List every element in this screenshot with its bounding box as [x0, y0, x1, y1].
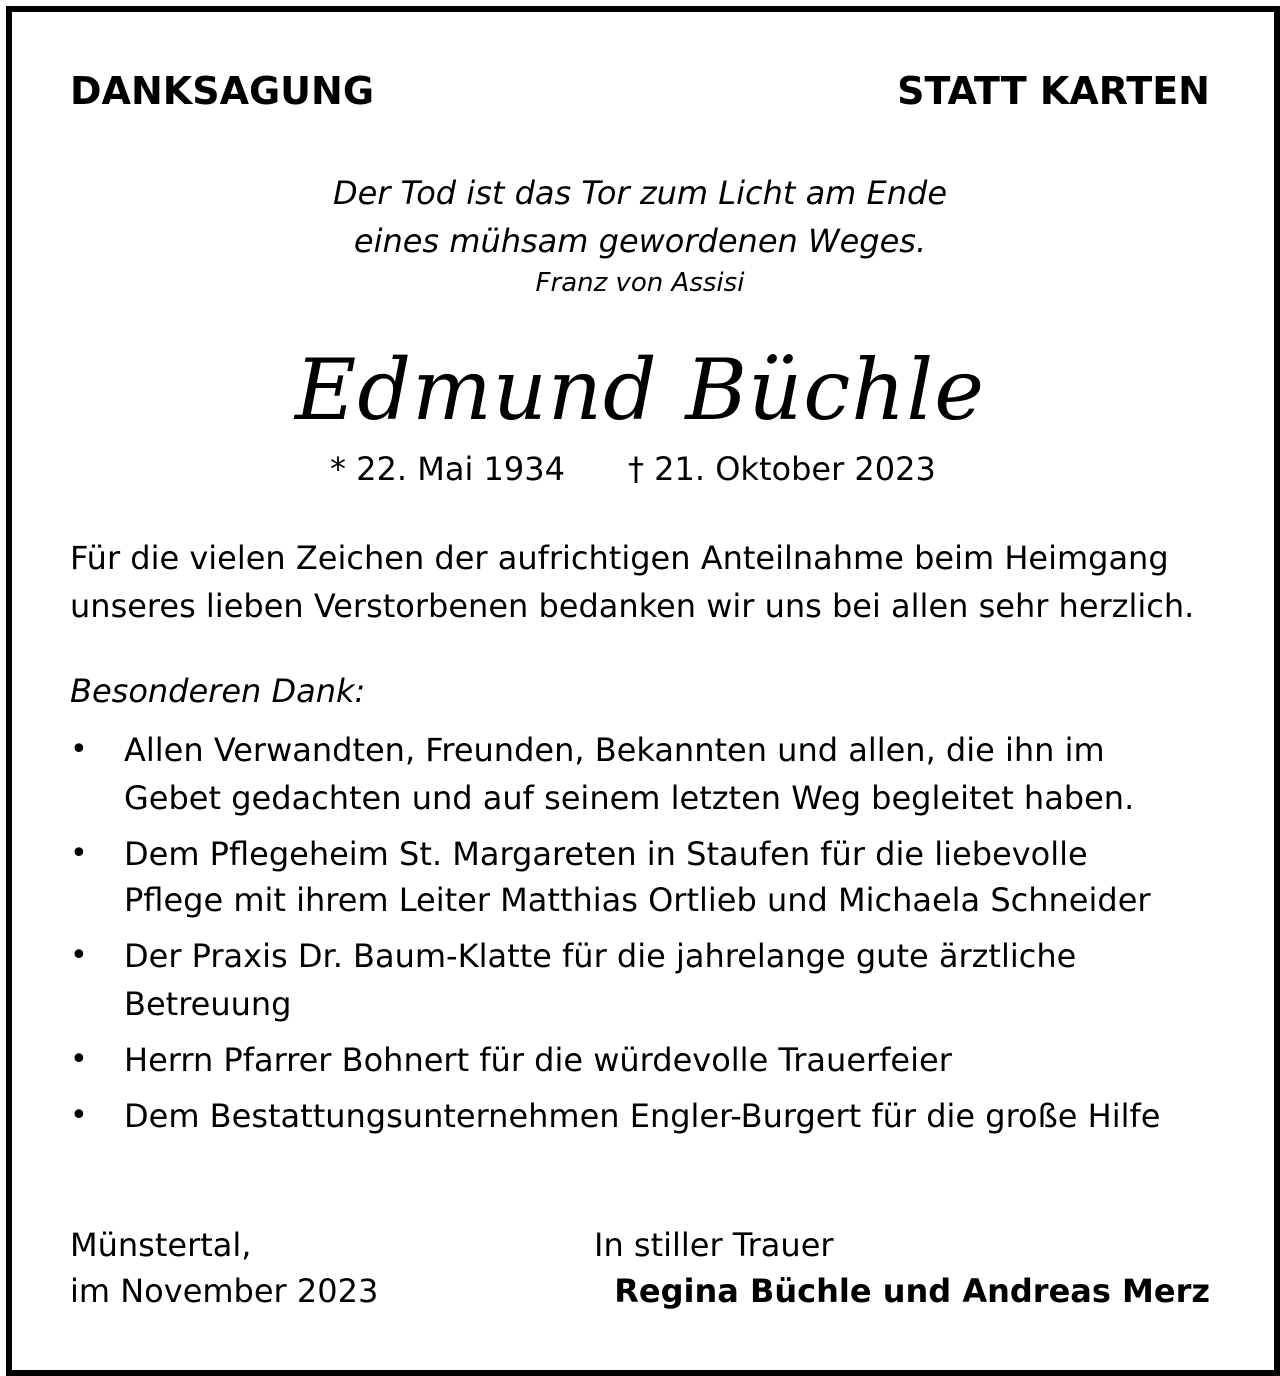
special-thanks-heading: Besonderen Dank:: [70, 672, 366, 710]
thanks-item-5-line-1: Dem Bestattungsunternehmen Engler-Burgert für die große Hilfe: [124, 1097, 1161, 1135]
intro-line-1: Für die vielen Zeichen der aufrichtigen Anteilnahme beim Heimgang: [70, 539, 1169, 577]
quote-author: Franz von Assisi: [535, 268, 745, 298]
quote-line-1: Der Tod ist das Tor zum Licht am Ende: [332, 174, 948, 212]
bullet-icon: •: [70, 1042, 88, 1077]
header-statt-karten: STATT KARTEN: [897, 69, 1210, 113]
thanks-item-4-line-1: Herrn Pfarrer Bohnert für die würdevolle Trauerfeier: [124, 1041, 952, 1079]
intro-line-2: unseres lieben Verstorbenen bedanken wir uns bei allen sehr herzlich.: [70, 587, 1195, 625]
death-date: † 21. Oktober 2023: [628, 450, 936, 488]
thanks-item-3-line-2: Betreuung: [124, 985, 292, 1023]
footer-mourning: In stiller Trauer: [594, 1226, 834, 1264]
thanks-item-3-line-1: Der Praxis Dr. Baum-Klatte für die jahrelange gute ärztliche: [124, 937, 1077, 975]
thanks-item-2-line-1: Dem Pflegeheim St. Margareten in Staufen für die liebevolle: [124, 835, 1088, 873]
header-danksagung: DANKSAGUNG: [70, 69, 375, 113]
footer-date: im November 2023: [70, 1272, 379, 1310]
bullet-icon: •: [70, 836, 88, 871]
footer-signatories: Regina Büchle und Andreas Merz: [614, 1272, 1210, 1310]
bullet-icon: •: [70, 1098, 88, 1133]
thanks-item-1-line-2: Gebet gedachten und auf seinem letzten Weg begleitet haben.: [124, 779, 1135, 817]
bullet-icon: •: [70, 938, 88, 973]
thanks-item-2-line-2: Pflege mit ihrem Leiter Matthias Ortlieb und Michaela Schneider: [124, 881, 1151, 919]
deceased-name: Edmund Büchle: [295, 341, 985, 439]
quote-line-2: eines mühsam gewordenen Weges.: [353, 222, 927, 260]
thanks-item-1-line-1: Allen Verwandten, Freunden, Bekannten und allen, die ihn im: [124, 731, 1105, 769]
birth-date: * 22. Mai 1934: [330, 450, 565, 488]
footer-place: Münstertal,: [70, 1226, 252, 1264]
bullet-icon: •: [70, 732, 88, 767]
